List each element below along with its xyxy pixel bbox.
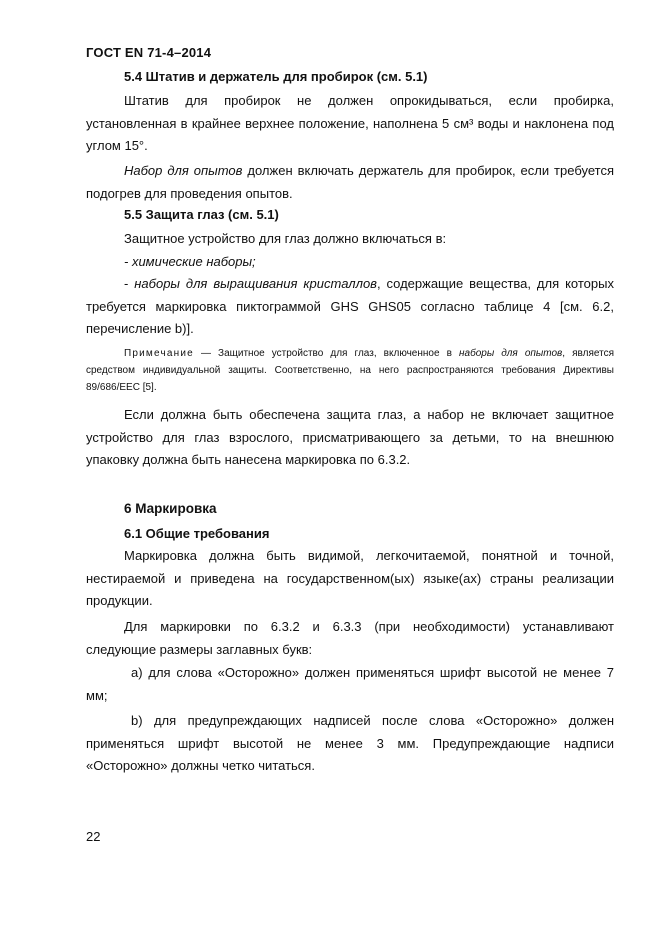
list-item-text: , содержащие вещества, для которых требуется маркировка пиктограммой GHS GHS05 согласно таблице 4 [см. 6.2, перечисление b)].: [86, 276, 614, 336]
list-item-chemical-sets: [86, 251, 614, 274]
document-header: ГОСТ EN 71-4–2014: [86, 45, 212, 60]
section-5-5-paragraph-1: Защитное устройство для глаз должно включаться в:: [124, 231, 447, 246]
section-6-1-paragraph-1: Маркировка должна быть видимой, легкочитаемой, понятной и точной, нестираемой и приведена на государственном(ых) языке(ах) страны реализации продукции.: [86, 548, 614, 608]
section-5-5-heading: 5.5 Защита глаз (см. 5.1): [124, 207, 279, 222]
section-5-5-paragraph-last: Если должна быть обеспечена защита глаз, а набор не включает защитное устройство для глаз взрослого, присматривающего за детьми, то на внешнюю упаковку должна быть нанесена маркировка по 6.3.2.: [86, 407, 614, 467]
note-label: Примечание: [124, 348, 194, 359]
section-6-heading: 6 Маркировка: [124, 501, 217, 516]
note-text: — Защитное устройство для глаз, включенное в: [193, 348, 460, 359]
section-6-1-heading: 6.1 Общие требования: [124, 526, 270, 541]
list-item-crystal-sets: [86, 273, 614, 341]
note: [86, 345, 614, 396]
term-experiment-set: Набор для опытов: [124, 163, 243, 178]
section-5-4-paragraph-2: [86, 160, 614, 205]
section-6-1-paragraph-2: Для маркировки по 6.3.2 и 6.3.3 (при необходимости) устанавливают следующие размеры заглавных букв:: [86, 619, 614, 657]
list-item-text: - химические наборы;: [124, 254, 256, 269]
list-item-a: a) для слова «Осторожно» должен применяться шрифт высотой не менее 7 мм;: [86, 665, 614, 703]
paragraph-text: должен включать держатель для пробирок, если требуется подогрев для проведения опытов.: [86, 163, 614, 201]
section-5-4-heading: 5.4 Штатив и держатель для пробирок (см. 5.1): [124, 69, 428, 84]
note-text: , является средством индивидуальной защиты. Соответственно, на него распространяются требования Директивы 89/686/EEC [5].: [86, 348, 614, 393]
section-5-4-paragraph-1: Штатив для пробирок не должен опрокидываться, если пробирка, установленная в крайнее верхнее положение, наполнена 5 см³ воды и наклонена под углом 15°.: [86, 93, 614, 153]
list-dash: -: [124, 276, 135, 291]
term-crystal-growing-sets: наборы для выращивания кристаллов: [134, 276, 377, 291]
page-number: 22: [86, 829, 101, 844]
list-item-b: b) для предупреждающих надписей после слова «Осторожно» должен применяться шрифт высотой не менее 3 мм. Предупреждающие надписи «Осторожно» должны четко читаться.: [86, 713, 614, 773]
note-italic-term: наборы для опытов: [459, 348, 563, 359]
